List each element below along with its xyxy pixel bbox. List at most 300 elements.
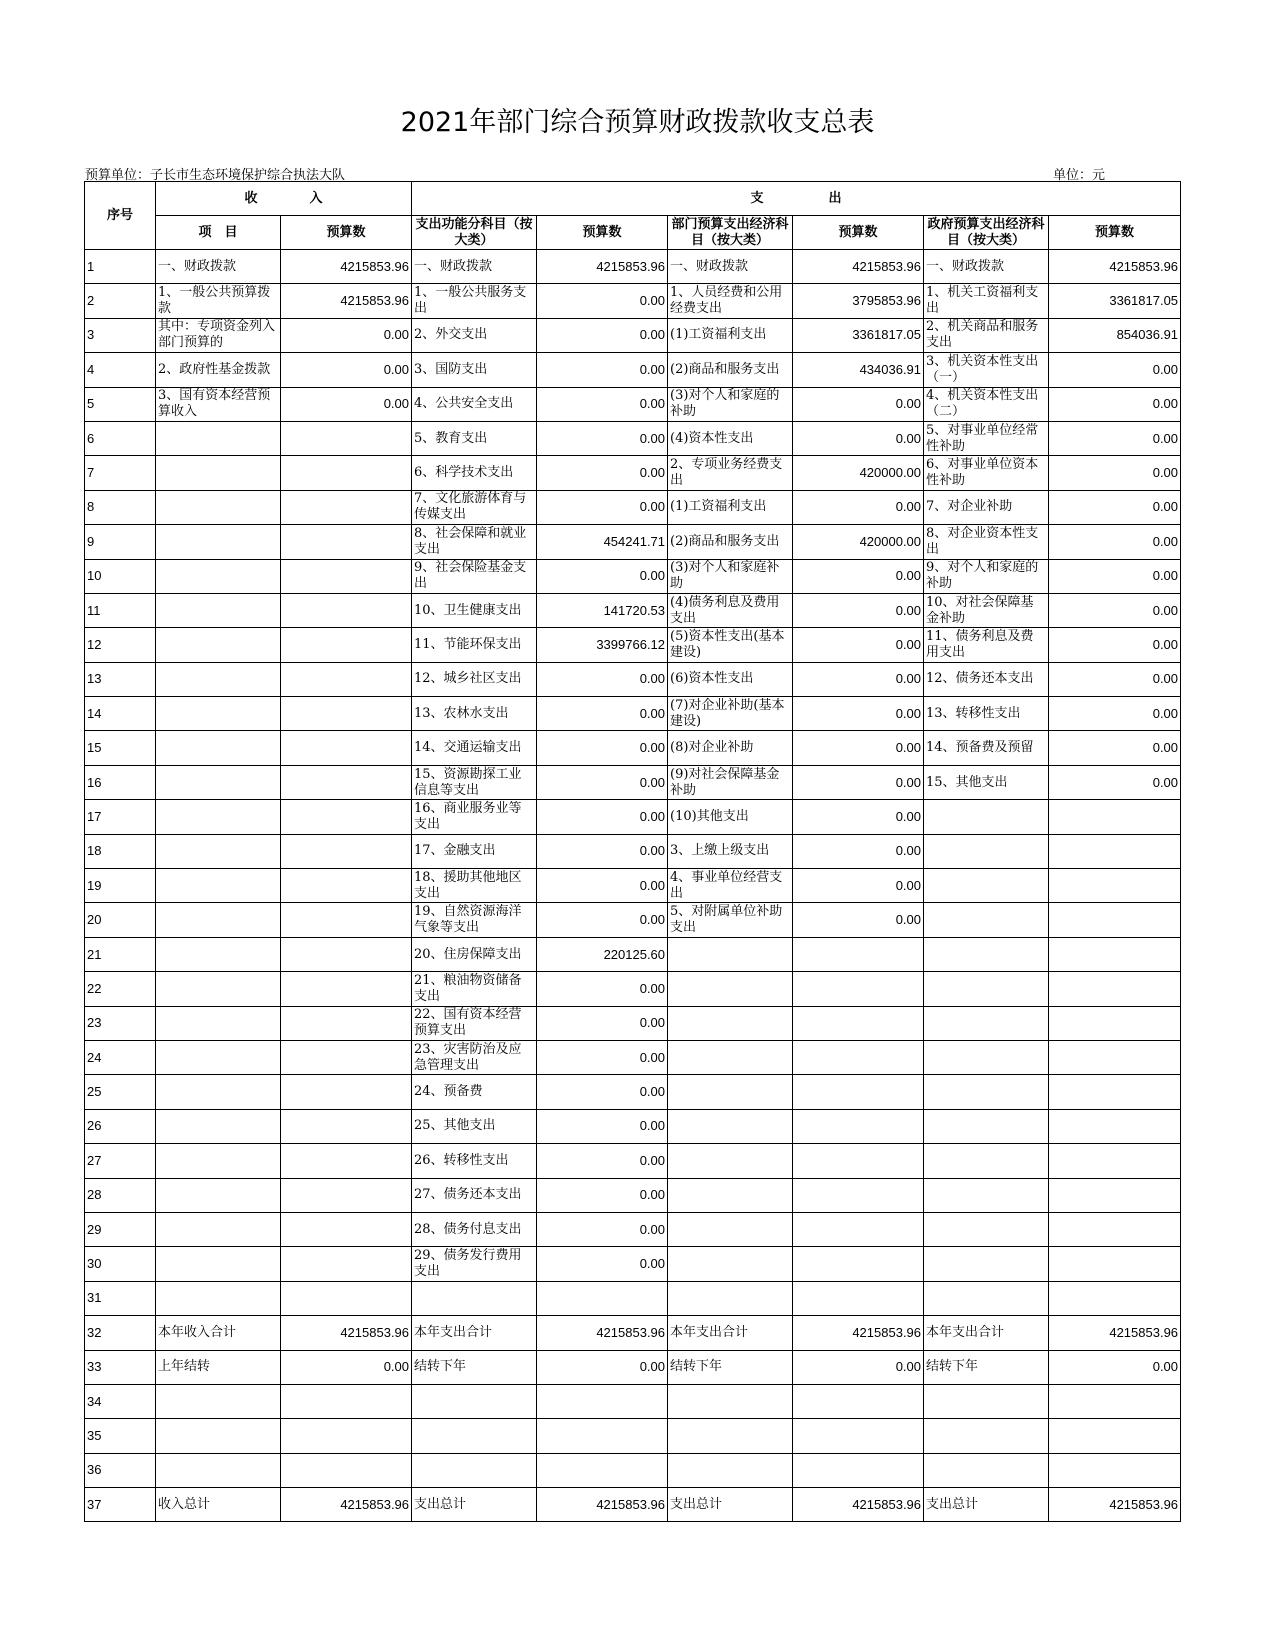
table-row bbox=[85, 800, 1181, 834]
income-item-cell bbox=[156, 731, 281, 765]
table-row bbox=[85, 1419, 1181, 1453]
gov-subject-cell: 1、机关工资福利支出 bbox=[924, 284, 1049, 318]
dept-budget-cell: 0.00 bbox=[793, 800, 924, 834]
dept-budget-cell bbox=[793, 1075, 924, 1109]
dept-budget-cell: 420000.00 bbox=[793, 456, 924, 490]
func-budget-cell: 0.00 bbox=[537, 1109, 668, 1143]
income-budget-cell bbox=[281, 731, 412, 765]
table-row bbox=[85, 972, 1181, 1006]
dept-budget-cell: 4215853.96 bbox=[793, 1316, 924, 1350]
dept-subject-cell bbox=[668, 937, 793, 971]
gov-budget-cell bbox=[1049, 1384, 1181, 1418]
seq-cell: 19 bbox=[85, 869, 156, 903]
dept-subject-cell: (5)资本性支出(基本建设) bbox=[668, 628, 793, 662]
income-budget-cell bbox=[281, 593, 412, 627]
gov-budget-cell: 0.00 bbox=[1049, 731, 1181, 765]
currency-unit-label: 单位：元 bbox=[1053, 168, 1106, 183]
dept-budget-cell: 0.00 bbox=[793, 490, 924, 524]
income-budget-cell bbox=[281, 1109, 412, 1143]
dept-subject-cell: 一、财政拨款 bbox=[668, 250, 793, 284]
func-budget-cell: 0.00 bbox=[537, 903, 668, 937]
func-budget-cell: 0.00 bbox=[537, 1075, 668, 1109]
func-subject-cell: 结转下年 bbox=[412, 1350, 537, 1384]
gov-budget-cell bbox=[1049, 937, 1181, 971]
income-item-cell: 2、政府性基金拨款 bbox=[156, 353, 281, 387]
table-row bbox=[85, 1212, 1181, 1246]
seq-cell: 16 bbox=[85, 765, 156, 799]
gov-budget-cell: 0.00 bbox=[1049, 490, 1181, 524]
gov-budget-cell: 0.00 bbox=[1049, 765, 1181, 799]
dept-subject-cell: (9)对社会保障基金补助 bbox=[668, 765, 793, 799]
seq-cell: 8 bbox=[85, 490, 156, 524]
func-budget-cell: 4215853.96 bbox=[537, 1488, 668, 1522]
income-item-cell bbox=[156, 525, 281, 559]
budget-unit-label: 预算单位：子长市生态环境保护综合执法大队 bbox=[85, 168, 346, 183]
gov-subject-cell bbox=[924, 1109, 1049, 1143]
func-budget-cell: 0.00 bbox=[537, 731, 668, 765]
table-row bbox=[85, 1040, 1181, 1074]
dept-subject-cell bbox=[668, 1247, 793, 1281]
income-budget-cell bbox=[281, 1212, 412, 1246]
income-budget-cell bbox=[281, 1384, 412, 1418]
income-budget-cell bbox=[281, 662, 412, 696]
income-item-cell bbox=[156, 1384, 281, 1418]
seq-cell: 32 bbox=[85, 1316, 156, 1350]
dept-subject-cell: 1、人员经费和公用经费支出 bbox=[668, 284, 793, 318]
func-subject-cell: 5、教育支出 bbox=[412, 421, 537, 455]
gov-budget-cell bbox=[1049, 1281, 1181, 1315]
func-subject-cell: 27、债务还本支出 bbox=[412, 1178, 537, 1212]
gov-budget-cell bbox=[1049, 1453, 1181, 1487]
income-item-cell: 其中：专项资金列入部门预算的 bbox=[156, 318, 281, 352]
func-budget-cell: 0.00 bbox=[537, 1350, 668, 1384]
budget-summary-table bbox=[84, 181, 1181, 1522]
dept-budget-cell bbox=[793, 1006, 924, 1040]
gov-budget-cell bbox=[1049, 834, 1181, 868]
gov-budget-cell bbox=[1049, 1144, 1181, 1178]
income-item-cell bbox=[156, 1144, 281, 1178]
table-row bbox=[85, 869, 1181, 903]
table-row bbox=[85, 662, 1181, 696]
func-subject-cell: 2、外交支出 bbox=[412, 318, 537, 352]
dept-budget-header: 预算数 bbox=[793, 216, 924, 250]
gov-subject-cell bbox=[924, 1178, 1049, 1212]
func-subject-cell: 16、商业服务业等支出 bbox=[412, 800, 537, 834]
gov-budget-cell bbox=[1049, 1419, 1181, 1453]
func-subject-cell bbox=[412, 1281, 537, 1315]
gov-budget-cell: 0.00 bbox=[1049, 559, 1181, 593]
dept-subject-cell: 2、专项业务经费支出 bbox=[668, 456, 793, 490]
seq-cell: 37 bbox=[85, 1488, 156, 1522]
dept-budget-cell: 0.00 bbox=[793, 593, 924, 627]
func-subject-cell: 14、交通运输支出 bbox=[412, 731, 537, 765]
income-budget-cell bbox=[281, 421, 412, 455]
func-budget-cell bbox=[537, 1281, 668, 1315]
seq-cell: 23 bbox=[85, 1006, 156, 1040]
dept-subject-cell: (4)资本性支出 bbox=[668, 421, 793, 455]
gov-budget-cell: 0.00 bbox=[1049, 697, 1181, 731]
seq-cell: 5 bbox=[85, 387, 156, 421]
dept-budget-cell: 420000.00 bbox=[793, 525, 924, 559]
func-subject-cell: 11、节能环保支出 bbox=[412, 628, 537, 662]
income-item-cell bbox=[156, 1006, 281, 1040]
gov-budget-cell bbox=[1049, 1212, 1181, 1246]
income-item-cell: 收入总计 bbox=[156, 1488, 281, 1522]
income-budget-cell bbox=[281, 903, 412, 937]
gov-subject-cell: 7、对企业补助 bbox=[924, 490, 1049, 524]
dept-subject-cell: 4、事业单位经营支出 bbox=[668, 869, 793, 903]
func-subject-cell: 20、住房保障支出 bbox=[412, 937, 537, 971]
income-budget-cell: 4215853.96 bbox=[281, 284, 412, 318]
gov-budget-cell: 4215853.96 bbox=[1049, 250, 1181, 284]
gov-budget-cell bbox=[1049, 1075, 1181, 1109]
income-item-cell bbox=[156, 1109, 281, 1143]
table-row bbox=[85, 1178, 1181, 1212]
gov-budget-cell: 0.00 bbox=[1049, 1350, 1181, 1384]
func-budget-cell: 454241.71 bbox=[537, 525, 668, 559]
dept-budget-cell bbox=[793, 1419, 924, 1453]
gov-budget-cell bbox=[1049, 1040, 1181, 1074]
func-subject-cell: 本年支出合计 bbox=[412, 1316, 537, 1350]
seq-cell: 28 bbox=[85, 1178, 156, 1212]
func-subject-cell: 9、社会保险基金支出 bbox=[412, 559, 537, 593]
func-budget-cell: 0.00 bbox=[537, 318, 668, 352]
seq-cell: 3 bbox=[85, 318, 156, 352]
income-item-cell bbox=[156, 628, 281, 662]
gov-subject-cell: 3、机关资本性支出（一） bbox=[924, 353, 1049, 387]
income-item-cell bbox=[156, 1178, 281, 1212]
table-row bbox=[85, 834, 1181, 868]
gov-budget-cell: 0.00 bbox=[1049, 456, 1181, 490]
income-item-cell bbox=[156, 972, 281, 1006]
gov-budget-cell: 0.00 bbox=[1049, 628, 1181, 662]
func-subject-cell bbox=[412, 1453, 537, 1487]
seq-cell: 7 bbox=[85, 456, 156, 490]
income-budget-cell: 4215853.96 bbox=[281, 1316, 412, 1350]
func-budget-cell: 4215853.96 bbox=[537, 1316, 668, 1350]
gov-subject-cell: 2、机关商品和服务支出 bbox=[924, 318, 1049, 352]
header-row-sub bbox=[85, 216, 1181, 250]
gov-budget-cell: 0.00 bbox=[1049, 662, 1181, 696]
table-row bbox=[85, 593, 1181, 627]
income-item-cell bbox=[156, 1419, 281, 1453]
func-budget-cell: 0.00 bbox=[537, 353, 668, 387]
gov-subject-cell bbox=[924, 1075, 1049, 1109]
gov-subject-header: 政府预算支出经济科目（按大类） bbox=[924, 216, 1049, 250]
gov-subject-cell bbox=[924, 1212, 1049, 1246]
income-budget-cell: 0.00 bbox=[281, 353, 412, 387]
seq-cell: 14 bbox=[85, 697, 156, 731]
gov-budget-cell: 0.00 bbox=[1049, 353, 1181, 387]
income-item-cell bbox=[156, 662, 281, 696]
seq-cell: 24 bbox=[85, 1040, 156, 1074]
dept-budget-cell bbox=[793, 972, 924, 1006]
func-budget-cell: 0.00 bbox=[537, 490, 668, 524]
table-row bbox=[85, 490, 1181, 524]
func-budget-cell: 0.00 bbox=[537, 972, 668, 1006]
income-item-cell bbox=[156, 765, 281, 799]
income-item-cell bbox=[156, 490, 281, 524]
func-subject-cell: 26、转移性支出 bbox=[412, 1144, 537, 1178]
func-subject-cell: 21、粮油物资储备支出 bbox=[412, 972, 537, 1006]
dept-subject-cell: (1)工资福利支出 bbox=[668, 490, 793, 524]
income-budget-cell bbox=[281, 490, 412, 524]
seq-cell: 4 bbox=[85, 353, 156, 387]
func-subject-cell bbox=[412, 1419, 537, 1453]
gov-subject-cell bbox=[924, 834, 1049, 868]
dept-subject-cell bbox=[668, 1453, 793, 1487]
income-budget-cell: 4215853.96 bbox=[281, 250, 412, 284]
dept-budget-cell: 0.00 bbox=[793, 834, 924, 868]
income-budget-cell bbox=[281, 1178, 412, 1212]
income-budget-cell bbox=[281, 1453, 412, 1487]
gov-budget-cell bbox=[1049, 903, 1181, 937]
seq-cell: 2 bbox=[85, 284, 156, 318]
func-subject-cell: 17、金融支出 bbox=[412, 834, 537, 868]
seq-cell: 15 bbox=[85, 731, 156, 765]
income-budget-cell: 0.00 bbox=[281, 1350, 412, 1384]
dept-budget-cell: 0.00 bbox=[793, 662, 924, 696]
seq-cell: 36 bbox=[85, 1453, 156, 1487]
income-item-cell bbox=[156, 559, 281, 593]
gov-subject-cell bbox=[924, 1144, 1049, 1178]
dept-budget-cell bbox=[793, 937, 924, 971]
seq-cell: 34 bbox=[85, 1384, 156, 1418]
func-subject-cell: 24、预备费 bbox=[412, 1075, 537, 1109]
gov-subject-cell bbox=[924, 1281, 1049, 1315]
func-subject-cell: 4、公共安全支出 bbox=[412, 387, 537, 421]
dept-subject-cell: (7)对企业补助(基本建设) bbox=[668, 697, 793, 731]
gov-subject-cell: 9、对个人和家庭的补助 bbox=[924, 559, 1049, 593]
dept-subject-cell: (10)其他支出 bbox=[668, 800, 793, 834]
income-budget-cell bbox=[281, 1040, 412, 1074]
gov-subject-cell: 8、对企业资本性支出 bbox=[924, 525, 1049, 559]
dept-budget-cell: 0.00 bbox=[793, 1350, 924, 1384]
gov-subject-cell bbox=[924, 1419, 1049, 1453]
gov-subject-cell bbox=[924, 1040, 1049, 1074]
dept-subject-cell bbox=[668, 1144, 793, 1178]
func-subject-cell: 13、农林水支出 bbox=[412, 697, 537, 731]
dept-subject-cell: (6)资本性支出 bbox=[668, 662, 793, 696]
income-item-cell bbox=[156, 937, 281, 971]
income-budget-cell bbox=[281, 972, 412, 1006]
seq-cell: 12 bbox=[85, 628, 156, 662]
table-row bbox=[85, 559, 1181, 593]
seq-cell: 33 bbox=[85, 1350, 156, 1384]
func-subject-cell: 1、一般公共服务支出 bbox=[412, 284, 537, 318]
seq-cell: 21 bbox=[85, 937, 156, 971]
dept-subject-header: 部门预算支出经济科目（按大类） bbox=[668, 216, 793, 250]
func-budget-cell: 4215853.96 bbox=[537, 250, 668, 284]
table-row bbox=[85, 1488, 1181, 1522]
func-subject-cell: 支出总计 bbox=[412, 1488, 537, 1522]
table-row bbox=[85, 318, 1181, 352]
dept-subject-cell: (3)对个人和家庭补助 bbox=[668, 559, 793, 593]
func-subject-cell: 19、自然资源海洋气象等支出 bbox=[412, 903, 537, 937]
func-subject-cell: 28、债务付息支出 bbox=[412, 1212, 537, 1246]
income-item-cell bbox=[156, 834, 281, 868]
func-subject-cell: 29、债务发行费用支出 bbox=[412, 1247, 537, 1281]
table-row bbox=[85, 731, 1181, 765]
func-budget-header: 预算数 bbox=[537, 216, 668, 250]
seq-cell: 25 bbox=[85, 1075, 156, 1109]
dept-budget-cell bbox=[793, 1144, 924, 1178]
gov-subject-cell: 14、预备费及预留 bbox=[924, 731, 1049, 765]
gov-subject-cell: 15、其他支出 bbox=[924, 765, 1049, 799]
income-budget-cell bbox=[281, 800, 412, 834]
table-row bbox=[85, 1384, 1181, 1418]
income-item-cell bbox=[156, 1247, 281, 1281]
income-budget-cell bbox=[281, 869, 412, 903]
gov-budget-cell: 4215853.96 bbox=[1049, 1316, 1181, 1350]
dept-budget-cell bbox=[793, 1247, 924, 1281]
income-header: 收 入 bbox=[156, 182, 412, 216]
table-row bbox=[85, 697, 1181, 731]
dept-subject-cell bbox=[668, 1178, 793, 1212]
dept-subject-cell bbox=[668, 1281, 793, 1315]
gov-subject-cell: 结转下年 bbox=[924, 1350, 1049, 1384]
dept-budget-cell bbox=[793, 1178, 924, 1212]
func-subject-cell: 3、国防支出 bbox=[412, 353, 537, 387]
income-item-cell bbox=[156, 800, 281, 834]
dept-budget-cell bbox=[793, 1384, 924, 1418]
table-row bbox=[85, 1350, 1181, 1384]
gov-subject-cell bbox=[924, 800, 1049, 834]
dept-budget-cell: 0.00 bbox=[793, 697, 924, 731]
gov-subject-cell: 13、转移性支出 bbox=[924, 697, 1049, 731]
gov-budget-cell: 0.00 bbox=[1049, 593, 1181, 627]
func-subject-cell: 一、财政拨款 bbox=[412, 250, 537, 284]
func-subject-cell: 12、城乡社区支出 bbox=[412, 662, 537, 696]
dept-budget-cell: 4215853.96 bbox=[793, 250, 924, 284]
func-budget-cell: 0.00 bbox=[537, 834, 668, 868]
func-budget-cell: 0.00 bbox=[537, 1212, 668, 1246]
income-item-header: 项 目 bbox=[156, 216, 281, 250]
income-item-cell bbox=[156, 421, 281, 455]
func-budget-cell: 0.00 bbox=[537, 421, 668, 455]
table-row bbox=[85, 1109, 1181, 1143]
seq-cell: 6 bbox=[85, 421, 156, 455]
gov-subject-cell: 支出总计 bbox=[924, 1488, 1049, 1522]
header-row-top bbox=[85, 182, 1181, 216]
gov-budget-cell bbox=[1049, 1006, 1181, 1040]
func-subject-cell: 8、社会保障和就业支出 bbox=[412, 525, 537, 559]
dept-budget-cell: 0.00 bbox=[793, 559, 924, 593]
table-row bbox=[85, 525, 1181, 559]
table-row bbox=[85, 284, 1181, 318]
income-item-cell bbox=[156, 1453, 281, 1487]
dept-budget-cell bbox=[793, 1212, 924, 1246]
income-budget-cell bbox=[281, 456, 412, 490]
func-budget-cell: 0.00 bbox=[537, 559, 668, 593]
dept-subject-cell bbox=[668, 1040, 793, 1074]
func-budget-cell: 0.00 bbox=[537, 387, 668, 421]
gov-subject-cell: 5、对事业单位经常性补助 bbox=[924, 421, 1049, 455]
income-item-cell: 上年结转 bbox=[156, 1350, 281, 1384]
income-item-cell bbox=[156, 593, 281, 627]
gov-budget-cell bbox=[1049, 1178, 1181, 1212]
dept-budget-cell: 0.00 bbox=[793, 765, 924, 799]
func-budget-cell: 0.00 bbox=[537, 697, 668, 731]
dept-budget-cell: 0.00 bbox=[793, 869, 924, 903]
gov-budget-cell bbox=[1049, 1109, 1181, 1143]
income-item-cell: 1、一般公共预算拨款 bbox=[156, 284, 281, 318]
func-budget-cell: 220125.60 bbox=[537, 937, 668, 971]
dept-subject-cell: 本年支出合计 bbox=[668, 1316, 793, 1350]
dept-subject-cell bbox=[668, 1109, 793, 1143]
func-subject-cell: 7、文化旅游体育与传媒支出 bbox=[412, 490, 537, 524]
gov-budget-cell bbox=[1049, 869, 1181, 903]
table-row bbox=[85, 628, 1181, 662]
seq-cell: 29 bbox=[85, 1212, 156, 1246]
table-row bbox=[85, 1453, 1181, 1487]
seq-cell: 26 bbox=[85, 1109, 156, 1143]
income-budget-cell bbox=[281, 559, 412, 593]
dept-subject-cell bbox=[668, 972, 793, 1006]
gov-subject-cell: 6、对事业单位资本性补助 bbox=[924, 456, 1049, 490]
gov-budget-cell: 0.00 bbox=[1049, 525, 1181, 559]
income-budget-header: 预算数 bbox=[281, 216, 412, 250]
gov-subject-cell bbox=[924, 1006, 1049, 1040]
gov-subject-cell bbox=[924, 937, 1049, 971]
table-row bbox=[85, 765, 1181, 799]
func-budget-cell: 141720.53 bbox=[537, 593, 668, 627]
income-budget-cell bbox=[281, 697, 412, 731]
income-item-cell bbox=[156, 456, 281, 490]
income-item-cell: 一、财政拨款 bbox=[156, 250, 281, 284]
func-budget-cell: 3399766.12 bbox=[537, 628, 668, 662]
income-item-cell bbox=[156, 1281, 281, 1315]
income-item-cell bbox=[156, 1040, 281, 1074]
income-item-cell: 本年收入合计 bbox=[156, 1316, 281, 1350]
gov-subject-cell: 一、财政拨款 bbox=[924, 250, 1049, 284]
gov-subject-cell: 4、机关资本性支出（二） bbox=[924, 387, 1049, 421]
seq-cell: 17 bbox=[85, 800, 156, 834]
table-row bbox=[85, 421, 1181, 455]
gov-subject-cell bbox=[924, 1247, 1049, 1281]
dept-subject-cell: (8)对企业补助 bbox=[668, 731, 793, 765]
seq-cell: 11 bbox=[85, 593, 156, 627]
func-budget-cell: 0.00 bbox=[537, 1247, 668, 1281]
func-subject-cell: 23、灾害防治及应急管理支出 bbox=[412, 1040, 537, 1074]
func-budget-cell: 0.00 bbox=[537, 1178, 668, 1212]
dept-subject-cell bbox=[668, 1006, 793, 1040]
seq-cell: 31 bbox=[85, 1281, 156, 1315]
gov-budget-cell: 3361817.05 bbox=[1049, 284, 1181, 318]
table-row bbox=[85, 1006, 1181, 1040]
income-item-cell bbox=[156, 697, 281, 731]
gov-budget-cell: 4215853.96 bbox=[1049, 1488, 1181, 1522]
dept-subject-cell: 3、上缴上级支出 bbox=[668, 834, 793, 868]
gov-subject-cell bbox=[924, 869, 1049, 903]
func-subject-header: 支出功能分科目（按大类） bbox=[412, 216, 537, 250]
seq-header: 序号 bbox=[85, 182, 156, 250]
dept-budget-cell: 4215853.96 bbox=[793, 1488, 924, 1522]
seq-cell: 1 bbox=[85, 250, 156, 284]
gov-budget-cell bbox=[1049, 972, 1181, 1006]
seq-cell: 9 bbox=[85, 525, 156, 559]
func-budget-cell bbox=[537, 1419, 668, 1453]
table-row bbox=[85, 937, 1181, 971]
seq-cell: 20 bbox=[85, 903, 156, 937]
dept-budget-cell: 0.00 bbox=[793, 903, 924, 937]
income-budget-cell bbox=[281, 1247, 412, 1281]
income-item-cell bbox=[156, 869, 281, 903]
gov-subject-cell: 本年支出合计 bbox=[924, 1316, 1049, 1350]
page-title: 2021年部门综合预算财政拨款收支总表 bbox=[400, 107, 875, 138]
func-budget-cell: 0.00 bbox=[537, 869, 668, 903]
func-subject-cell bbox=[412, 1384, 537, 1418]
